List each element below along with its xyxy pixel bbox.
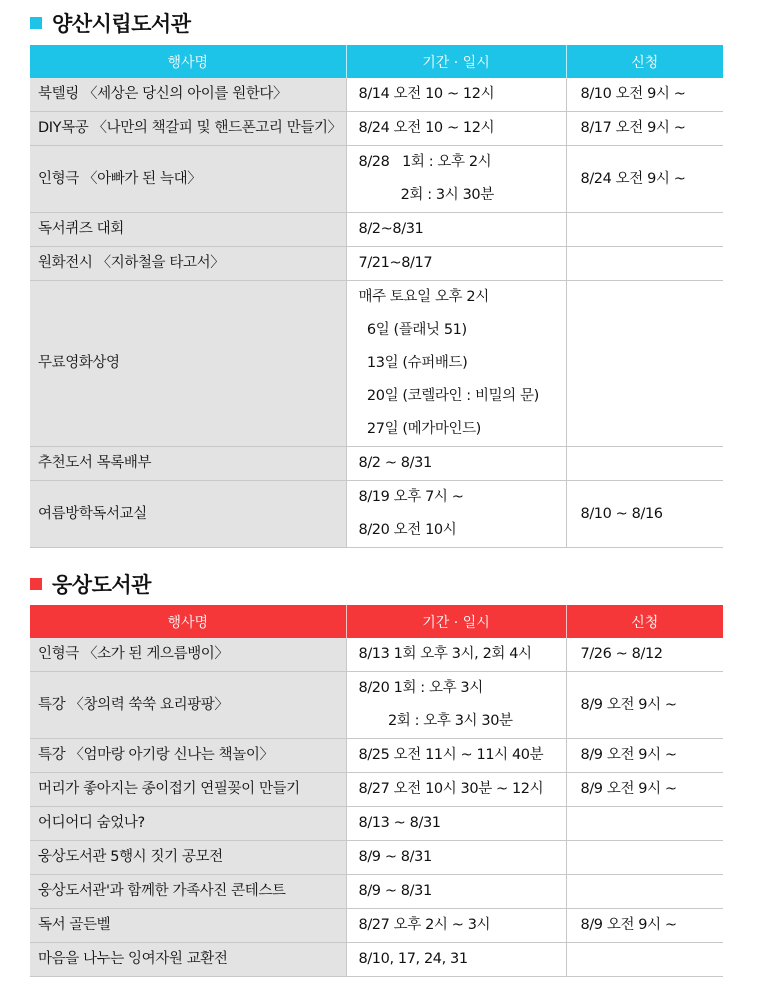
event-name-cell xyxy=(30,739,346,773)
table-body xyxy=(30,78,723,548)
event-name-cell xyxy=(30,875,346,909)
event-period-cell xyxy=(346,943,566,977)
event-apply-cell xyxy=(566,909,723,943)
event-period-cell xyxy=(346,247,566,281)
event-name: 웅상도서관 5행시 짓기 공모전 xyxy=(38,849,223,865)
event-name-cell xyxy=(30,281,346,447)
event-period-line: 8/13 ~ 8/31 xyxy=(358,815,441,831)
event-apply-cell xyxy=(566,638,723,672)
event-name: 인형극 〈아빠가 된 늑대〉 xyxy=(38,170,202,187)
event-apply-cell xyxy=(566,773,723,807)
event-name: 인형극 〈소가 된 게으름뱅이〉 xyxy=(38,646,229,662)
table-row xyxy=(30,481,723,548)
header-event-name: 행사명 xyxy=(167,614,209,631)
table-row xyxy=(30,909,723,943)
event-period-cell xyxy=(346,841,566,875)
event-apply-cell xyxy=(566,481,723,548)
event-period-line: 27일 (메가마인드) xyxy=(358,421,481,437)
event-name: 무료영화상영 xyxy=(38,355,120,371)
table-row xyxy=(30,78,723,112)
header-period: 기간 · 일시 xyxy=(346,605,566,638)
table-header-row xyxy=(30,605,723,638)
event-period-line: 6일 (플래닛 51) xyxy=(358,322,467,338)
event-apply: 7/26 ~ 8/12 xyxy=(580,646,663,662)
event-name: 특강 〈창의력 쑥쑥 요리팡팡〉 xyxy=(38,696,229,713)
table-row xyxy=(30,943,723,977)
event-period-cell xyxy=(346,112,566,146)
event-apply-cell xyxy=(566,213,723,247)
event-apply-cell xyxy=(566,672,723,739)
event-name-cell xyxy=(30,447,346,481)
event-name: 추천도서 목록배부 xyxy=(38,455,152,471)
event-period-cell xyxy=(346,807,566,841)
event-period-line: 8/27 오후 2시 ~ 3시 xyxy=(358,917,491,933)
section-title-text: 웅상도서관 xyxy=(52,573,151,597)
table-row xyxy=(30,146,723,213)
event-period-line: 매주 토요일 오후 2시 xyxy=(358,289,489,305)
event-name: 머리가 좋아지는 종이접기 연필꽂이 만들기 xyxy=(38,781,300,797)
event-period-cell xyxy=(346,481,566,548)
table-row xyxy=(30,807,723,841)
event-name-cell xyxy=(30,638,346,672)
event-apply: 8/9 오전 9시 ~ xyxy=(580,917,677,933)
event-period-cell xyxy=(346,875,566,909)
table-row xyxy=(30,447,723,481)
event-period-cell xyxy=(346,146,566,213)
event-apply-cell xyxy=(566,739,723,773)
event-name-cell xyxy=(30,841,346,875)
event-period-line: 8/27 오전 10시 30분 ~ 12시 xyxy=(358,781,544,797)
event-period-line: 8/19 오후 7시 ~ xyxy=(358,489,464,505)
event-period-line: 8/20 오전 10시 xyxy=(358,522,457,538)
event-apply: 8/9 오전 9시 ~ xyxy=(580,747,677,763)
event-name-cell xyxy=(30,146,346,213)
event-period-line: 8/9 ~ 8/31 xyxy=(358,849,432,865)
section-title-text: 양산시립도서관 xyxy=(52,12,191,36)
event-period-line: 8/28 1회 : 오후 2시 xyxy=(358,154,492,170)
event-period-cell xyxy=(346,213,566,247)
table-row xyxy=(30,875,723,909)
table-row xyxy=(30,281,723,447)
square-bullet-icon xyxy=(30,578,42,590)
event-name: 마음을 나누는 잉여자원 교환전 xyxy=(38,951,228,967)
event-name-cell xyxy=(30,672,346,739)
event-name: 독서 골든벨 xyxy=(38,917,111,933)
event-period-cell xyxy=(346,909,566,943)
event-period-line: 13일 (슈퍼배드) xyxy=(358,355,468,371)
table-row xyxy=(30,672,723,739)
event-name: DIY목공 〈나만의 책갈피 및 핸드폰고리 만들기〉 xyxy=(38,120,342,136)
header-event-name: 행사명 xyxy=(167,54,209,71)
event-apply: 8/10 오전 9시 ~ xyxy=(580,86,686,102)
header-apply: 신청 xyxy=(566,45,723,78)
event-name-cell xyxy=(30,943,346,977)
event-name: 원화전시 〈지하철을 타고서〉 xyxy=(38,255,225,271)
section-title-yangsan xyxy=(30,8,191,38)
event-name: 특강 〈엄마랑 아기랑 신나는 책놀이〉 xyxy=(38,747,274,763)
events-table-yangsan xyxy=(30,45,723,548)
table-row xyxy=(30,247,723,281)
event-period-line: 20일 (코렐라인 : 비밀의 문) xyxy=(358,388,539,404)
header-apply: 신청 xyxy=(566,605,723,638)
header-period: 기간 · 일시 xyxy=(346,45,566,78)
event-period-line: 8/13 1회 오후 3시, 2회 4시 xyxy=(358,646,532,662)
table-body xyxy=(30,638,723,977)
event-period-cell xyxy=(346,672,566,739)
table-row xyxy=(30,112,723,146)
event-name-cell xyxy=(30,247,346,281)
event-apply: 8/9 오전 9시 ~ xyxy=(580,696,677,713)
event-name: 독서퀴즈 대회 xyxy=(38,221,124,237)
event-period-cell xyxy=(346,773,566,807)
section-title-ungsang xyxy=(30,569,151,599)
event-period-cell xyxy=(346,281,566,447)
event-apply-cell xyxy=(566,841,723,875)
event-period-line: 8/25 오전 11시 ~ 11시 40분 xyxy=(358,747,544,763)
event-period-cell xyxy=(346,739,566,773)
event-period-line: 8/24 오전 10 ~ 12시 xyxy=(358,120,495,136)
events-table-ungsang xyxy=(30,605,723,977)
event-period-line: 8/9 ~ 8/31 xyxy=(358,883,432,899)
event-apply-cell xyxy=(566,875,723,909)
event-apply-cell xyxy=(566,247,723,281)
event-apply-cell xyxy=(566,807,723,841)
event-name: 웅상도서관'과 함께한 가족사진 콘테스트 xyxy=(38,883,286,899)
event-apply-cell xyxy=(566,447,723,481)
event-name: 어디어디 숨었나? xyxy=(38,815,145,831)
event-period-line: 2회 : 오후 3시 30분 xyxy=(358,713,513,729)
event-period-line: 8/14 오전 10 ~ 12시 xyxy=(358,86,495,102)
event-period-line: 8/10, 17, 24, 31 xyxy=(358,951,468,967)
event-name-cell xyxy=(30,807,346,841)
event-name-cell xyxy=(30,481,346,548)
event-period-line: 8/2 ~ 8/31 xyxy=(358,455,432,471)
table-row xyxy=(30,773,723,807)
event-name-cell xyxy=(30,78,346,112)
event-apply-cell xyxy=(566,112,723,146)
event-apply-cell xyxy=(566,281,723,447)
event-apply-cell xyxy=(566,78,723,112)
event-apply-cell xyxy=(566,943,723,977)
event-name-cell xyxy=(30,773,346,807)
event-apply: 8/17 오전 9시 ~ xyxy=(580,120,686,136)
event-name-cell xyxy=(30,112,346,146)
table-header-row xyxy=(30,45,723,78)
event-apply-cell xyxy=(566,146,723,213)
event-period-line: 2회 : 3시 30분 xyxy=(358,187,494,203)
event-name-cell xyxy=(30,213,346,247)
table-row xyxy=(30,213,723,247)
table-row xyxy=(30,739,723,773)
event-period-cell xyxy=(346,447,566,481)
event-period-cell xyxy=(346,78,566,112)
event-period-line: 8/2~8/31 xyxy=(358,221,424,237)
event-period-line: 7/21~8/17 xyxy=(358,255,433,271)
table-row xyxy=(30,841,723,875)
event-apply: 8/9 오전 9시 ~ xyxy=(580,781,677,797)
event-name-cell xyxy=(30,909,346,943)
event-name: 여름방학독서교실 xyxy=(38,505,147,522)
square-bullet-icon xyxy=(30,17,42,29)
event-name: 북텔링 〈세상은 당신의 아이를 원한다〉 xyxy=(38,86,288,102)
event-apply: 8/24 오전 9시 ~ xyxy=(580,170,686,187)
event-apply: 8/10 ~ 8/16 xyxy=(580,505,663,522)
event-period-cell xyxy=(346,638,566,672)
table-row xyxy=(30,638,723,672)
event-period-line: 8/20 1회 : 오후 3시 xyxy=(358,680,483,696)
